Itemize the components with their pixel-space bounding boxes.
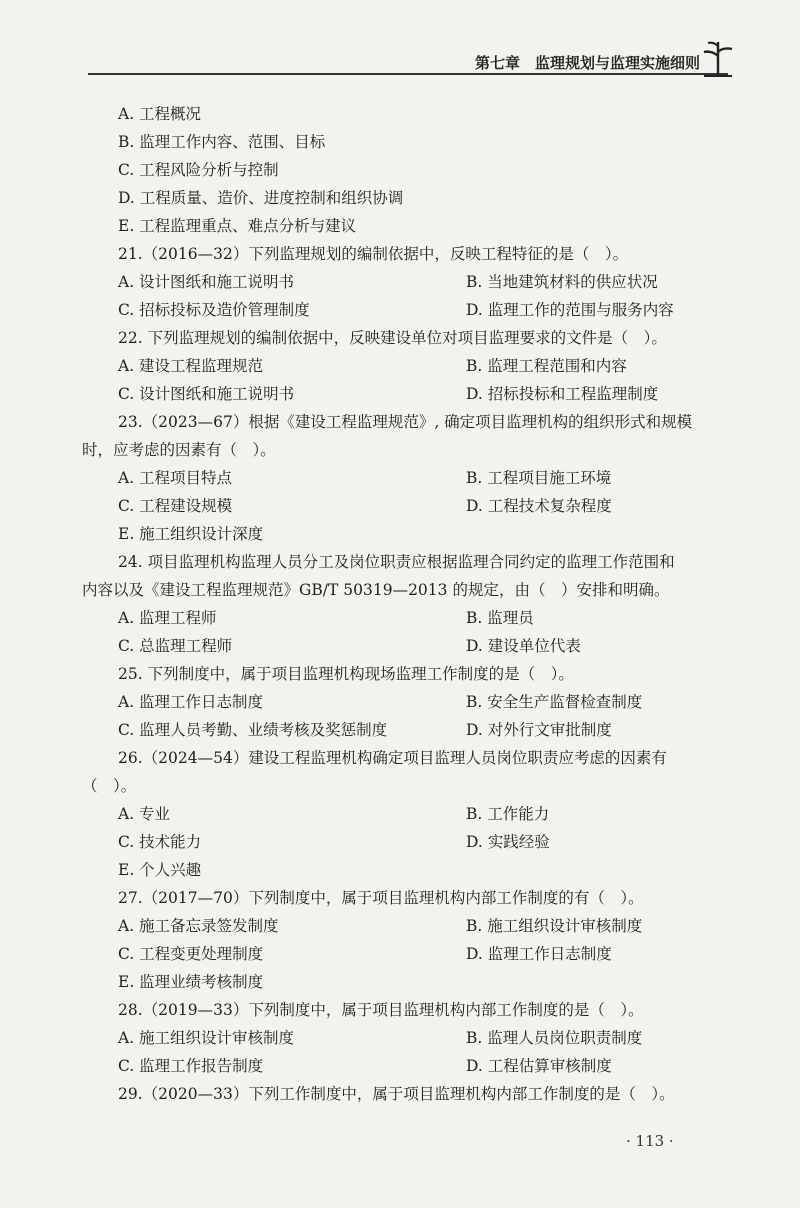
text-line: A. 设计图纸和施工说明书 [118, 273, 295, 291]
text-line: A. 监理工作日志制度 [118, 693, 264, 711]
text-line: 28.（2019—33）下列制度中，属于项目监理机构内部工作制度的是（ ）。 [118, 1001, 644, 1019]
text-line: D. 监理工作的范围与服务内容 [466, 301, 674, 319]
text-line: D. 实践经验 [466, 833, 550, 851]
text-line: A. 施工备忘录签发制度 [118, 917, 279, 935]
text-line: E. 个人兴趣 [118, 861, 202, 879]
text-line: D. 工程质量、造价、进度控制和组织协调 [118, 189, 404, 207]
text-line: C. 技术能力 [118, 833, 202, 851]
text-line: D. 招标投标和工程监理制度 [466, 385, 659, 403]
text-line: A. 工程概况 [118, 105, 202, 123]
text-line: E. 监理业绩考核制度 [118, 973, 264, 991]
text-line: D. 对外行文审批制度 [466, 721, 612, 739]
text-line: D. 工程技术复杂程度 [466, 497, 612, 515]
text-line: A. 监理工程师 [118, 609, 217, 627]
text-line: B. 监理工作内容、范围、目标 [118, 133, 326, 151]
text-line: A. 工程项目特点 [118, 469, 233, 487]
chapter-title: 第七章 监理规划与监理实施细则 [474, 54, 700, 72]
text-line: B. 当地建筑材料的供应状况 [466, 273, 658, 291]
text-line: E. 施工组织设计深度 [118, 525, 264, 543]
text-line: 25. 下列制度中，属于项目监理机构现场监理工作制度的是（ ）。 [118, 665, 574, 683]
text-line: A. 专业 [118, 805, 171, 823]
text-line: 24. 项目监理机构监理人员分工及岗位职责应根据监理合同约定的监理工作范围和 [118, 553, 675, 571]
text-line: D. 工程估算审核制度 [466, 1057, 612, 1075]
text-line: B. 监理人员岗位职责制度 [466, 1029, 643, 1047]
text-line: 21.（2016—32）下列监理规划的编制依据中，反映工程特征的是（ ）。 [118, 245, 629, 263]
text-line: 22. 下列监理规划的编制依据中，反映建设单位对项目监理要求的文件是（ ）。 [118, 329, 667, 347]
text-line: B. 工作能力 [466, 805, 550, 823]
text-line: A. 建设工程监理规范 [118, 357, 264, 375]
text-line: B. 监理员 [466, 609, 534, 627]
text-line: 27.（2017—70）下列制度中，属于项目监理机构内部工作制度的有（ ）。 [118, 889, 644, 907]
text-line: B. 监理工程范围和内容 [466, 357, 627, 375]
text-line: 26.（2024—54）建设工程监理机构确定项目监理人员岗位职责应考虑的因素有 [118, 749, 667, 767]
text-line: A. 施工组织设计审核制度 [118, 1029, 295, 1047]
text-line: C. 设计图纸和施工说明书 [118, 385, 295, 403]
text-line: B. 安全生产监督检查制度 [466, 693, 643, 711]
text-line: 内容以及《建设工程监理规范》GB/T 50319—2013 的规定，由（ ）安排和明确。 [82, 581, 670, 599]
text-line: C. 监理人员考勤、业绩考核及奖惩制度 [118, 721, 388, 739]
text-line: B. 施工组织设计审核制度 [466, 917, 643, 935]
page-number: · 113 · [626, 1132, 674, 1150]
text-line: E. 工程监理重点、难点分析与建议 [118, 217, 357, 235]
text-line: B. 工程项目施工环境 [466, 469, 612, 487]
text-line: （ ）。 [82, 777, 137, 795]
text-line: C. 招标投标及造价管理制度 [118, 301, 310, 319]
text-line: 29.（2020—33）下列工作制度中，属于项目监理机构内部工作制度的是（ ）。 [118, 1085, 675, 1103]
text-line: D. 监理工作日志制度 [466, 945, 612, 963]
text-line: C. 工程建设规模 [118, 497, 233, 515]
text-line: C. 监理工作报告制度 [118, 1057, 264, 1075]
text-line: D. 建设单位代表 [466, 637, 581, 655]
text-line: C. 工程变更处理制度 [118, 945, 264, 963]
text-line: 时，应考虑的因素有（ ）。 [82, 441, 276, 459]
text-line: C. 总监理工程师 [118, 637, 233, 655]
text-line: 23.（2023—67）根据《建设工程监理规范》, 确定项目监理机构的组织形式和规模 [118, 413, 693, 431]
text-line: C. 工程风险分析与控制 [118, 161, 279, 179]
